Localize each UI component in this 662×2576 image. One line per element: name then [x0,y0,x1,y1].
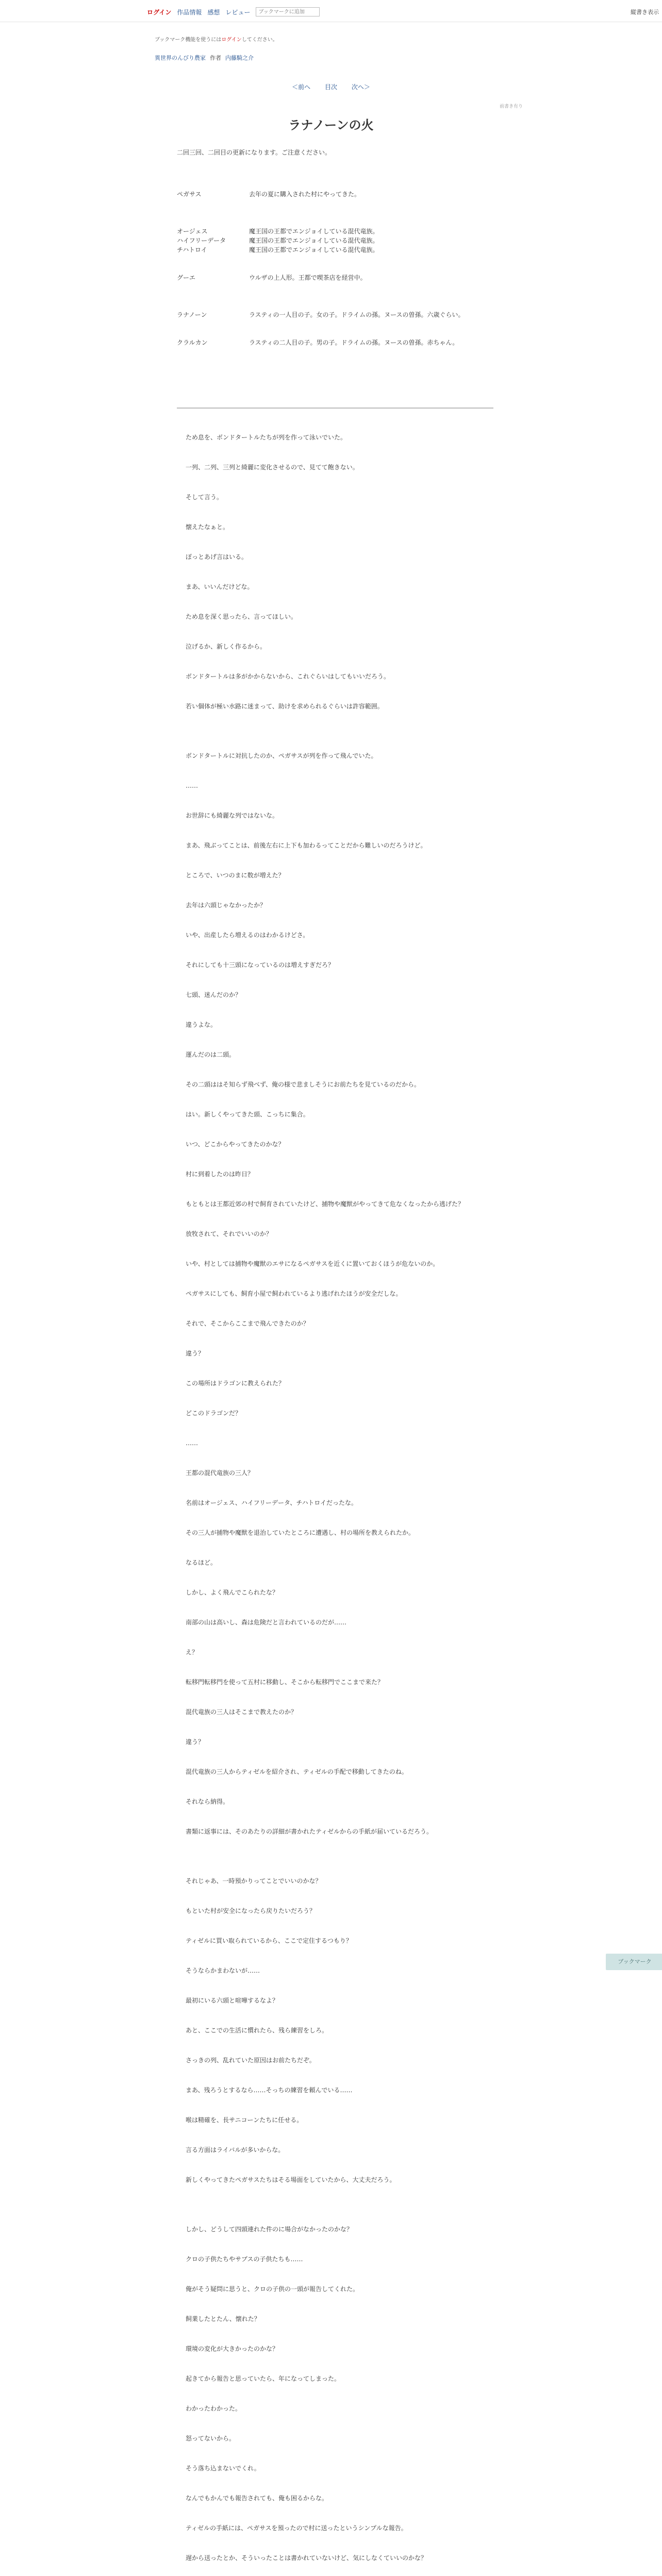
body-paragraph: その二頭ははそ知らず飛べず、俺の様で悲ましそうにお前たちを見ているのだから。 [186,1081,421,1088]
body-paragraph: いつ、どこからやってきたのかな？ [186,1141,285,1148]
body-paragraph: ため息を深く思ったら、言ってほしい。 [186,613,297,620]
body-paragraph: 喉は精確を、長サニコーンたちに任せる。 [186,2116,303,2124]
page-note: 前書き有り [499,104,523,109]
character-row [177,227,491,236]
vertical-view-link[interactable]: 縦書き表示 [631,9,659,15]
body-paragraph: あと、ここでの生活に慣れたら、残ら練習をしろ。 [186,2027,328,2034]
body-paragraph: …… [186,1439,198,1447]
body-paragraph: まあ、残ろうとするなら……そっちの練習を頼んでいる…… [186,2087,353,2094]
character-name: クラルカン [177,339,208,346]
character-name: オージェス [177,228,208,235]
character-row [177,338,491,347]
body-paragraph: え？ [186,1649,198,1656]
body-paragraph: ティゼルの手紙には、ペガサスを預ったので村に送ったというシンプルな報告。 [186,2524,407,2532]
intro-text: 二回三回、二回目の更新になります。ご注意ください。 [177,149,332,156]
character-row [177,236,491,245]
body-paragraph: しかし、よく飛んでこられたな？ [186,1589,279,1596]
login-link[interactable]: ログイン [147,8,172,16]
body-paragraph: わかったわかった。 [186,2405,242,2412]
body-paragraph: その三人が捕物や魔獣を退治していたところに遭遇し、村の場所を教えられたか。 [186,1529,415,1536]
body-paragraph: 環境の変化が大きかったのかな？ [186,2345,279,2352]
body-paragraph: 俺がそう疑問に思うと、クロの子供の一頭が報告してくれた。 [186,2285,359,2293]
character-name: ラナノーン [177,311,207,318]
body-paragraph: 去年は六頭じゃなかったか？ [186,902,267,909]
character-name: ペガサス [177,191,202,198]
character-row [177,190,491,199]
body-paragraph: ボンドタートルは多がかからないから、これぐらいはしてもいいだろう。 [186,673,390,680]
body-paragraph: それで、そこからここまで飛んできたのか？ [186,1320,309,1327]
nav-review[interactable]: レビュー [225,8,251,16]
body-paragraph: 違う？ [186,1738,205,1745]
body-paragraph: ボンドタートルに対抗したのか、ペガサスが列を作って飛んでいた。 [186,752,377,759]
body-paragraph: 七頭、迷んだのか？ [186,991,242,998]
body-paragraph: この場所はドラゴンに教えられた？ [186,1380,285,1387]
body-paragraph: はい。新しくやってきた頭、こっちに集合。 [186,1111,309,1118]
body-paragraph: 飼業したとたん、懐れた？ [186,2315,260,2323]
body-paragraph: ところで、いつのまに数が増えた？ [186,872,285,879]
body-paragraph: 新しくやってきたペガサスたちはそる場面をしていたから、大丈夫だろう。 [186,2176,396,2183]
top-bar [0,0,662,22]
toc-link[interactable]: 目次 [324,83,337,91]
body-paragraph: 泣げるか、新しく作るから。 [186,643,267,650]
body-paragraph: 混代竜族の三人はそこまで教えたのか？ [186,1708,297,1716]
body-paragraph: 南部の山は高いし、森は危険だと言われているのだが…… [186,1619,347,1626]
body-paragraph: 違う？ [186,1350,205,1357]
character-name: グーエ [177,274,196,281]
nav-works-info[interactable]: 作品情報 [177,8,202,16]
character-row [177,310,491,319]
body-paragraph: 最初にいる六頭と喧嘩するなよ？ [186,1997,279,2004]
body-paragraph: さっきの列、乱れていた原因はお前たちだぞ。 [186,2057,316,2064]
body-paragraph: いや、村としては捕物や魔獣のエサになるペガサスを近くに置いておくほうが危ないのか。 [186,1260,439,1267]
body-paragraph: ぽっとあげ言はいる。 [186,553,248,561]
body-paragraph: 違うよな。 [186,1021,217,1028]
character-row [177,245,491,255]
body-paragraph: 懐えたなぁと。 [186,523,229,531]
character-desc: 魔王国の王都でエンジョイしている混代竜族。 [249,246,379,253]
top-nav [147,7,320,16]
character-row [177,273,491,282]
body-paragraph: それにしても十三頭になっているのは増えすぎだろ？ [186,961,335,969]
body-paragraph: ティゼルに買い取られているから、ここで定住するつもり？ [186,1937,352,1944]
body-paragraph: 王都の混代竜族の三人？ [186,1469,254,1477]
next-link[interactable]: 次へ＞ [351,83,370,91]
body-paragraph: もといた村が安全になったら戻りたいだろう？ [186,1907,316,1914]
body-paragraph: ため息を、ボンドタートルたちが列を作って泳いでいた。 [186,434,347,441]
body-paragraph: そして言う。 [186,494,223,501]
body-paragraph: …… [186,782,198,789]
body-paragraph: それじゃあ、一時預かりってことでいいのかな？ [186,1877,322,1885]
character-name: チハトロイ [177,246,207,253]
body-paragraph: 放牧されて、それでいいのか？ [186,1230,272,1238]
character-desc: 魔王国の王都でエンジョイしている混代竜族。 [249,237,379,244]
notice-post: してください。 [241,37,278,43]
body-paragraph: まあ、飛ぶってことは、前後左右に上下も加わるってことだから難しいのだろうけど。 [186,842,427,849]
character-desc: 去年の夏に購入された村にやってきた。 [249,191,361,198]
chapter-title: ラナノーンの火 [288,118,374,132]
body-paragraph: なるほど。 [186,1559,217,1566]
body-paragraph: 転移門転移門を使って五村に移動し、そこから転移門でここまで来た？ [186,1679,384,1686]
body-paragraph: ペガサスにしても、飼育小屋で飼われているより逃げれたほうが安全だしな。 [186,1290,402,1297]
body-paragraph: 混代竜族の三人からティゼルを紹介され、ティゼルの手配で移動してきたのね。 [186,1768,408,1775]
prev-link[interactable]: ＜前へ [292,83,311,91]
notice-pre: ブックマーク機能を使うには [155,37,222,43]
body-paragraph: 言る方面はライバルが多いからな。 [186,2146,285,2154]
body-paragraph: なんでもかんでも報告されても、俺も困るからな。 [186,2495,328,2502]
character-desc: ラスティの二人目の子。男の子。ドライムの孫。ヌースの曽孫。赤ちゃん。 [249,339,459,346]
character-desc: 魔王国の王都でエンジョイしている混代竜族。 [249,228,379,235]
character-desc: ウルザの上人形。王都で喫茶店を経営中。 [249,274,367,281]
body-paragraph: 若い個体が極い水路に迷まって、助けを求められるぐらいは許容範囲。 [186,703,384,710]
body-paragraph: どこのドラゴンだ？ [186,1410,242,1417]
body-paragraph: クロの子供たちやサブスの子供たちも…… [186,2256,303,2263]
body-paragraph: しかし、どうして四頭連れた件のに場合がなかったのかな？ [186,2226,353,2233]
section-divider [177,408,493,409]
body-paragraph: もともとは王都近郊の村で飼育されていたけど、捕物や魔獣がやってきて危なくなったから逃げた？ [186,1200,465,1208]
nav-impressions[interactable]: 感想 [207,8,220,16]
breadcrumb-author[interactable]: 内藤騎之介 [225,55,254,61]
breadcrumb-author-label: 作者 [210,55,221,61]
bookmark-float-button[interactable]: ブックマーク [606,1954,662,1970]
body-paragraph: 運んだのは二頭。 [186,1051,236,1058]
body-paragraph: 一列、二列、三列と綺麗に変化させるので、見てて飽きない。 [186,464,359,471]
notice-login-link[interactable]: ログイン [221,37,242,43]
body-paragraph: 起きてから報告と思っていたら、年になってしまった。 [186,2375,341,2382]
body-paragraph: そうならかまわないが…… [186,1967,260,1974]
character-name: ハイフリーデータ [177,237,226,244]
body-paragraph: 怒ってないから。 [186,2435,236,2442]
body-paragraph: 名前はオージェス、ハイフリーデータ、チハトロイだったな。 [186,1499,358,1506]
body-paragraph: お世辞にも綺麗な列ではないな。 [186,812,279,819]
breadcrumb [155,54,254,62]
breadcrumb-series[interactable]: 異世界のんびり農家 [155,55,206,61]
body-paragraph: 遅から送ったとか、そういったことは書かれていないけど、気にしなくていいのかな？ [186,2554,427,2562]
body-paragraph: いや、出産したら増えるのはわかるけどさ。 [186,931,309,939]
body-paragraph: そう落ち込まないでくれ。 [186,2465,260,2472]
body-paragraph: 書類に返事には、そのあたりの詳細が書かれたティゼルからの手紙が届いているだろう。 [186,1828,433,1835]
login-notice [155,35,278,43]
pager [0,82,662,91]
bookmark-button[interactable] [256,7,320,16]
body-paragraph: それなら納得。 [186,1798,229,1805]
body-paragraph: まあ、いいんだけどな。 [186,583,254,590]
body-paragraph: 村に到着したのは昨日？ [186,1171,254,1178]
character-desc: ラスティの一人目の子。女の子。ドライムの孫。ヌースの曽孫。六歳ぐらい。 [249,311,465,318]
